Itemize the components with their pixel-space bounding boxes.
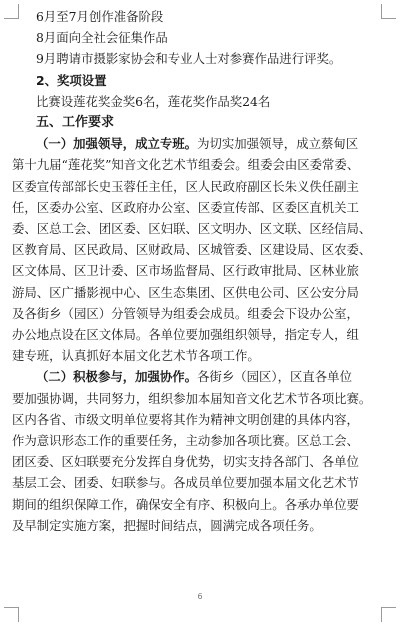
paragraph-1-line: 区教育局、区民政局、区财政局、区城管委、区建设局、区农委、 [12, 242, 372, 258]
awards-text: 比赛设莲花奖金奖6名，莲花奖作品奖24名 [36, 93, 271, 109]
paragraph-1-line: 游局、区广播影视中心、区生态集团、区供电公司、区公安分局 [12, 284, 359, 300]
paragraph-1-line: 任，区委办公室、区政府办公室、区委宣传部、区委区直机关工 [12, 199, 359, 215]
paragraph-1-text: 为切实加强领导，成立蔡甸区 [197, 136, 359, 152]
document-body [12, 6, 388, 536]
paragraph-2-line: 区内各省、市级文明单位要将其作为精神文明创建的具体内容， [12, 411, 359, 427]
crop-mark-bottom-right [381, 607, 396, 622]
schedule-item: 6月至7月创作准备阶段 [36, 9, 164, 24]
paragraph-1-line: 区文体局、区卫计委、区市场监督局、区行政审批局、区林业旅 [12, 263, 359, 279]
paragraph-2-line: 基层工会、团委、妇联参与。各成员单位要加强本届文化艺术节 [12, 475, 359, 491]
paragraph-2-text: 各街乡（园区），区直各单位 [197, 369, 352, 385]
awards-heading: 2、奖项设置 [36, 72, 107, 88]
paragraph-1-line: 委、区总工会、团区委、区妇联、区文明办、区文联、区经信局、 [12, 221, 372, 237]
paragraph-2-line: 期间的组织保障工作，确保安全有序、积极向上。各承办单位要 [12, 496, 359, 512]
crop-mark-bottom-left [4, 607, 19, 622]
paragraph-1-line: 办公地点设在区文体局。各单位要加强组织领导，指定专人，组 [12, 327, 359, 343]
paragraph-1-line: 建专班，认真抓好本届文化艺术节各项工作。 [12, 348, 260, 364]
work-requirements-heading: 五、工作要求 [36, 115, 115, 131]
paragraph-2-first-line [12, 366, 388, 387]
paragraph-2-lead: （二）积极参与，加强协作。 [36, 369, 198, 385]
schedule-item: 8月面向全社会征集作品 [36, 30, 168, 46]
paragraph-1-line: 及各街乡（园区）分管领导为组委会成员。组委会下设办公室， [12, 305, 359, 321]
paragraph-1-first-line [12, 133, 388, 154]
paragraph-2-line: 要加强协调，共同努力，组织参加本届知音文化艺术节各项比赛。 [12, 390, 372, 406]
paragraph-2-line: 团区委、区妇联要充分发挥自身优势，切实支持各部门、各单位 [12, 454, 359, 470]
paragraph-1-line: 区委宣传部部长史玉蓉任主任，区人民政府副区长朱义佚任副主 [12, 178, 359, 194]
paragraph-1-line: 第十九届“莲花奖”知音文化艺术节组委会。组委会由区委常委、 [12, 157, 360, 173]
paragraph-2-line: 作为意识形态工作的重要任务，主动参加各项比赛。区总工会、 [12, 433, 359, 449]
paragraph-1-lead: （一）加强领导，成立专班。 [36, 136, 198, 152]
schedule-item: 9月聘请市摄影家协会和专业人士对参赛作品进行评奖。 [36, 51, 342, 67]
paragraph-2-line: 及早制定实施方案，把握时间结点，圆满完成各项任务。 [12, 517, 322, 533]
page-number: 6 [197, 592, 203, 601]
